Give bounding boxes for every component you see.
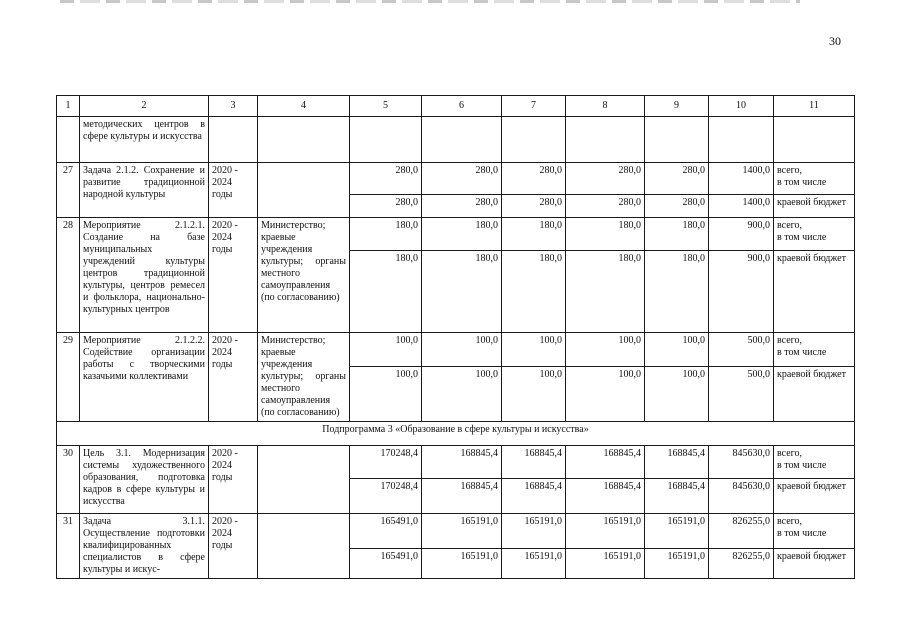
value-cell: 100,0	[422, 333, 502, 367]
value-cell: 180,0	[566, 218, 645, 251]
value-cell: 180,0	[645, 251, 709, 333]
period-cell: 2020 - 2024 годы	[209, 163, 258, 218]
header-cell: 6	[422, 96, 502, 117]
header-row	[57, 96, 855, 117]
executor-cell	[258, 514, 350, 579]
value-cell: 826255,0	[709, 514, 774, 549]
table-row	[57, 218, 855, 251]
period-cell	[209, 117, 258, 163]
value-cell: 180,0	[502, 218, 566, 251]
value-cell: 826255,0	[709, 549, 774, 579]
name-cell: Мероприятие 2.1.2.2. Содействие организации работы с творческими казачьими коллективами	[80, 333, 209, 422]
value-cell: 168845,4	[645, 446, 709, 479]
value-cell: 900,0	[709, 218, 774, 251]
value-cell: 900,0	[709, 251, 774, 333]
value-cell: 180,0	[350, 218, 422, 251]
value-cell: 280,0	[422, 195, 502, 218]
value-cell: 500,0	[709, 367, 774, 422]
value-cell: 100,0	[645, 333, 709, 367]
header-cell: 11	[774, 96, 855, 117]
funding-source-including-label: в том числе	[777, 232, 827, 243]
row-number-cell: 28	[57, 218, 80, 333]
table-row	[57, 514, 855, 549]
row-number-cell: 29	[57, 333, 80, 422]
value-cell: 170248,4	[350, 446, 422, 479]
value-cell: 280,0	[350, 163, 422, 195]
funding-source-cell	[774, 163, 855, 195]
value-cell: 100,0	[645, 367, 709, 422]
value-cell: 280,0	[422, 163, 502, 195]
value-cell: 165191,0	[422, 514, 502, 549]
executor-cell	[258, 117, 350, 163]
value-cell: 100,0	[350, 333, 422, 367]
value-cell: 100,0	[566, 333, 645, 367]
subprogram-title: Подпрограмма 3 «Образование в сфере культуры и искусства»	[57, 422, 855, 446]
name-cell: методических центров в сфере культуры и искусства	[80, 117, 209, 163]
header-cell: 1	[57, 96, 80, 117]
funding-source-cell: краевой бюджет	[774, 549, 855, 579]
value-cell: 168845,4	[502, 479, 566, 514]
page-number: 30	[829, 34, 841, 48]
funding-source-total-label: всего,	[777, 516, 803, 527]
table-row	[57, 163, 855, 195]
period-cell: 2020 - 2024 годы	[209, 514, 258, 579]
value-cell: 100,0	[350, 367, 422, 422]
value-cell: 280,0	[502, 195, 566, 218]
value-cell: 280,0	[645, 163, 709, 195]
value-cell: 165191,0	[566, 514, 645, 549]
funding-source-including-label: в том числе	[777, 177, 827, 188]
value-cell: 165191,0	[645, 549, 709, 579]
value-cell: 165191,0	[422, 549, 502, 579]
funding-source-total-label: всего,	[777, 165, 803, 176]
funding-source-total-label: всего,	[777, 220, 803, 231]
funding-source-cell: краевой бюджет	[774, 479, 855, 514]
value-cell: 280,0	[350, 195, 422, 218]
row-number-cell: 30	[57, 446, 80, 514]
funding-source-cell: краевой бюджет	[774, 251, 855, 333]
value-cell: 1400,0	[709, 195, 774, 218]
name-cell: Задача 2.1.2. Сохранение и развитие традиционной народной культуры	[80, 163, 209, 218]
value-cell: 280,0	[645, 195, 709, 218]
header-cell: 2	[80, 96, 209, 117]
value-cell: 100,0	[566, 367, 645, 422]
executor-cell: Министерство; краевые учреждения культуры; органы местного самоуправления (по согласованию)	[258, 218, 350, 333]
value-cell: 165191,0	[566, 549, 645, 579]
value-cell: 180,0	[566, 251, 645, 333]
value-cell	[350, 117, 422, 163]
table-row	[57, 333, 855, 367]
value-cell: 168845,4	[645, 479, 709, 514]
header-cell: 7	[502, 96, 566, 117]
value-cell: 168845,4	[422, 479, 502, 514]
value-cell: 100,0	[502, 367, 566, 422]
value-cell	[422, 117, 502, 163]
name-cell: Задача 3.1.1. Осуществление подготовки квалифицированных специалистов в сфере культуры и искус-	[80, 514, 209, 579]
header-cell: 4	[258, 96, 350, 117]
funding-source-including-label: в том числе	[777, 528, 827, 539]
header-cell: 3	[209, 96, 258, 117]
value-cell: 168845,4	[502, 446, 566, 479]
value-cell: 165191,0	[502, 549, 566, 579]
period-cell: 2020 - 2024 годы	[209, 446, 258, 514]
funding-source-including-label: в том числе	[777, 460, 827, 471]
continuation-row	[57, 117, 855, 163]
value-cell: 180,0	[422, 251, 502, 333]
funding-source-cell: краевой бюджет	[774, 367, 855, 422]
value-cell: 180,0	[350, 251, 422, 333]
value-cell: 168845,4	[422, 446, 502, 479]
header-cell: 10	[709, 96, 774, 117]
value-cell: 100,0	[502, 333, 566, 367]
value-cell	[502, 117, 566, 163]
funding-source-cell: краевой бюджет	[774, 195, 855, 218]
name-cell: Мероприятие 2.1.2.1. Создание на базе муниципальных учреждений культуры центров традиционной культуры, центров ремесел и фольклора, национально-культурных центров	[80, 218, 209, 333]
funding-source-total-label: всего,	[777, 448, 803, 459]
value-cell: 168845,4	[566, 479, 645, 514]
value-cell: 165491,0	[350, 549, 422, 579]
row-number-cell: 27	[57, 163, 80, 218]
funding-source-cell	[774, 514, 855, 549]
funding-source-including-label: в том числе	[777, 347, 827, 358]
value-cell: 280,0	[566, 163, 645, 195]
program-table	[56, 95, 855, 579]
value-cell	[645, 117, 709, 163]
header-cell: 9	[645, 96, 709, 117]
value-cell: 165191,0	[502, 514, 566, 549]
funding-source-cell	[774, 446, 855, 479]
funding-source-total-label: всего,	[777, 335, 803, 346]
funding-source-cell	[774, 218, 855, 251]
executor-cell	[258, 446, 350, 514]
scan-artifact	[60, 0, 800, 3]
value-cell: 280,0	[502, 163, 566, 195]
value-cell: 180,0	[422, 218, 502, 251]
table-row	[57, 446, 855, 479]
row-number-cell	[57, 117, 80, 163]
value-cell: 280,0	[566, 195, 645, 218]
value-cell: 845630,0	[709, 446, 774, 479]
value-cell: 168845,4	[566, 446, 645, 479]
period-cell: 2020 - 2024 годы	[209, 333, 258, 422]
header-cell: 5	[350, 96, 422, 117]
subprogram-row	[57, 422, 855, 446]
value-cell: 100,0	[422, 367, 502, 422]
funding-source-cell	[774, 333, 855, 367]
value-cell: 165191,0	[645, 514, 709, 549]
value-cell: 170248,4	[350, 479, 422, 514]
value-cell: 165491,0	[350, 514, 422, 549]
executor-cell	[258, 163, 350, 218]
name-cell: Цель 3.1. Модернизация системы художественного образования, подготовка кадров в сфере культуры и искусства	[80, 446, 209, 514]
value-cell: 500,0	[709, 333, 774, 367]
value-cell: 180,0	[502, 251, 566, 333]
value-cell: 1400,0	[709, 163, 774, 195]
value-cell: 180,0	[645, 218, 709, 251]
row-number-cell: 31	[57, 514, 80, 579]
value-cell	[566, 117, 645, 163]
header-cell: 8	[566, 96, 645, 117]
executor-cell: Министерство; краевые учреждения культуры; органы местного самоуправления (по согласованию)	[258, 333, 350, 422]
value-cell	[709, 117, 774, 163]
funding-source-cell	[774, 117, 855, 163]
value-cell: 845630,0	[709, 479, 774, 514]
period-cell: 2020 - 2024 годы	[209, 218, 258, 333]
